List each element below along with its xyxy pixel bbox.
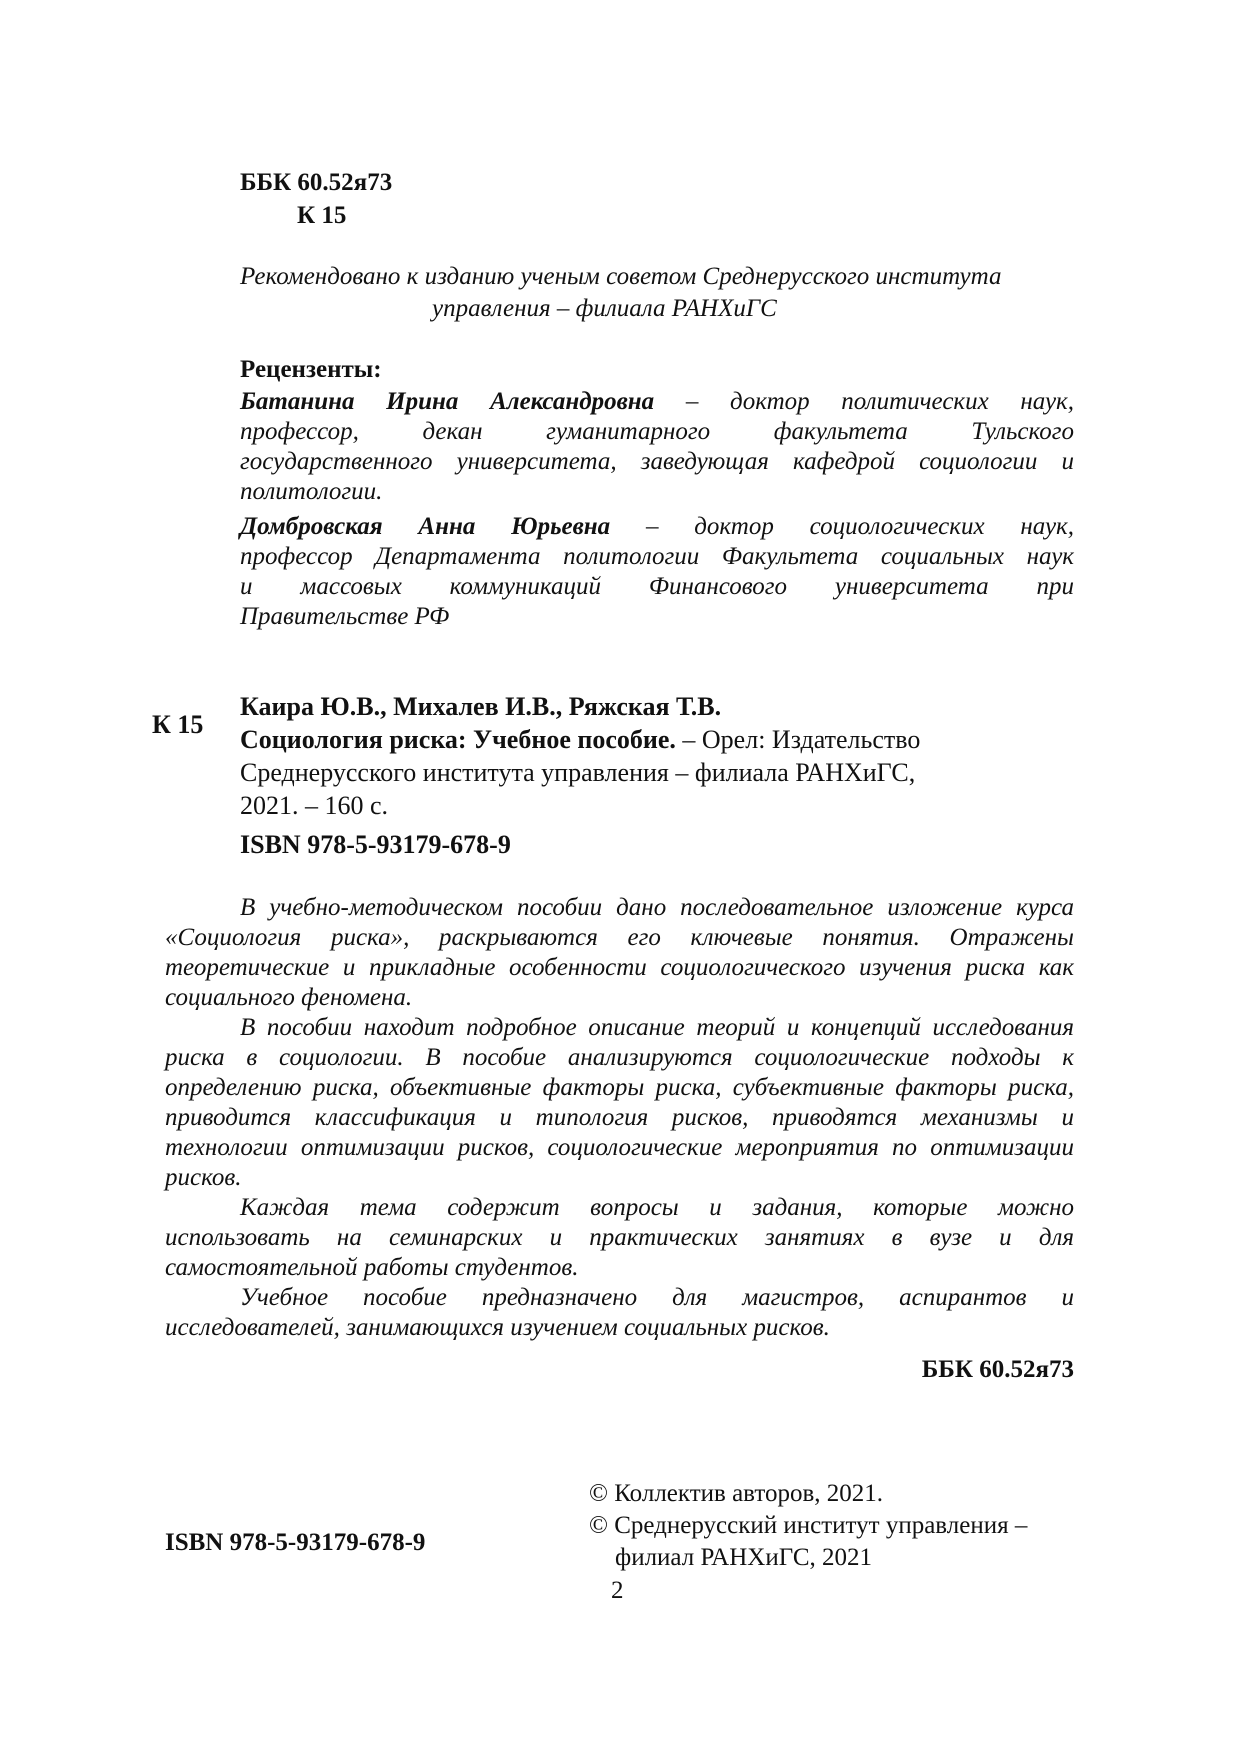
abstract-p4-line-2: исследователей, занимающихся изучением социальных рисков.	[165, 1314, 830, 1341]
bbk-code-bottom: ББК 60.52я73	[921, 1356, 1074, 1383]
reviewer-2	[240, 512, 1074, 632]
reviewer-1-name: Батанина Ирина Александровна	[240, 388, 655, 415]
bib-authors: Каира Ю.В., Михалев И.В., Ряжская Т.В.	[240, 692, 722, 721]
abstract-p1-line-3: теоретические и прикладные особенности социологического изучения риска как	[165, 954, 1074, 981]
isbn-bottom: ISBN 978-5-93179-678-9	[165, 1529, 426, 1556]
reviewer-1-line-3: государственного университета, заведующая кафедрой социологии и	[240, 448, 1074, 475]
reviewers-heading: Рецензенты:	[240, 356, 382, 383]
abstract-p1-line-2: «Социология риска», раскрываются его ключевые понятия. Отражены	[165, 924, 1074, 951]
reviewer-2-degree: – доктор социологических наук,	[645, 513, 1074, 540]
bib-isbn: ISBN 978-5-93179-678-9	[240, 830, 511, 859]
abstract-p3-line-2: использовать на семинарских и практических занятиях в вузе и для	[165, 1224, 1074, 1251]
copyright-line-3: филиал РАНХиГС, 2021	[615, 1544, 873, 1571]
reviewer-2-name: Домбровская Анна Юрьевна	[240, 513, 611, 540]
reviewer-2-line-4: Правительстве РФ	[240, 603, 450, 630]
reviewer-2-line-2: профессор Департамента политологии Факультета социальных наук	[240, 543, 1074, 570]
reviewer-1-degree: – доктор политических наук,	[685, 388, 1075, 415]
abstract-p1-line-4: социального феномена.	[165, 984, 413, 1011]
abstract-p4-line-1: Учебное пособие предназначено для магистров, аспирантов и	[240, 1284, 1074, 1311]
bbk-code-top: ББК 60.52я73	[240, 169, 393, 196]
abstract-p3-line-1: Каждая тема содержит вопросы и задания, которые можно	[240, 1194, 1074, 1221]
recommendation-line-2: управления – филиала РАНХиГС	[432, 295, 777, 322]
bib-title: Социология риска: Учебное пособие.	[240, 725, 676, 754]
bib-line-2: Среднерусского института управления – филиала РАНХиГС,	[240, 758, 916, 787]
reviewer-1	[240, 387, 1074, 507]
bib-line-3: 2021. – 160 с.	[240, 791, 389, 820]
page-number: 2	[611, 1577, 624, 1604]
abstract-p2-line-5: технологии оптимизации рисков, социологические мероприятия по оптимизации	[165, 1134, 1074, 1161]
bib-publisher: – Орел: Издательство	[682, 725, 921, 754]
abstract-p2-line-3: определению риска, объективные факторы риска, субъективные факторы риска,	[165, 1074, 1074, 1101]
abstract-p1-line-1: В учебно-методическом пособии дано последовательное изложение курса	[240, 894, 1074, 921]
abstract-p2-line-4: приводится классификация и типология рисков, приводятся механизмы и	[165, 1104, 1074, 1131]
copyright-line-2: © Среднерусский институт управления –	[589, 1512, 1028, 1539]
abstract-p3-line-3: самостоятельной работы студентов.	[165, 1254, 579, 1281]
copyright-block	[589, 1478, 1027, 1574]
reviewer-1-line-4: политологии.	[240, 478, 383, 505]
reviewer-1-line-2: профессор, декан гуманитарного факультета Тульского	[240, 418, 1074, 445]
recommendation-line-1: Рекомендовано к изданию ученым советом Среднерусского института	[240, 263, 1002, 290]
bib-author-mark: К 15	[152, 710, 204, 739]
abstract-p2-line-1: В пособии находит подробное описание теорий и концепций исследования	[240, 1014, 1074, 1041]
abstract	[165, 893, 1074, 1343]
copyright-line-1: © Коллектив авторов, 2021.	[589, 1480, 883, 1507]
reviewer-2-line-3: и массовых коммуникаций Финансового университета при	[240, 573, 1074, 600]
abstract-p2-line-6: рисков.	[165, 1164, 242, 1191]
abstract-p2-line-2: риска в социологии. В пособие анализируются социологические подходы к	[165, 1044, 1074, 1071]
author-mark-top: К 15	[297, 202, 347, 229]
bib-record	[240, 690, 920, 861]
